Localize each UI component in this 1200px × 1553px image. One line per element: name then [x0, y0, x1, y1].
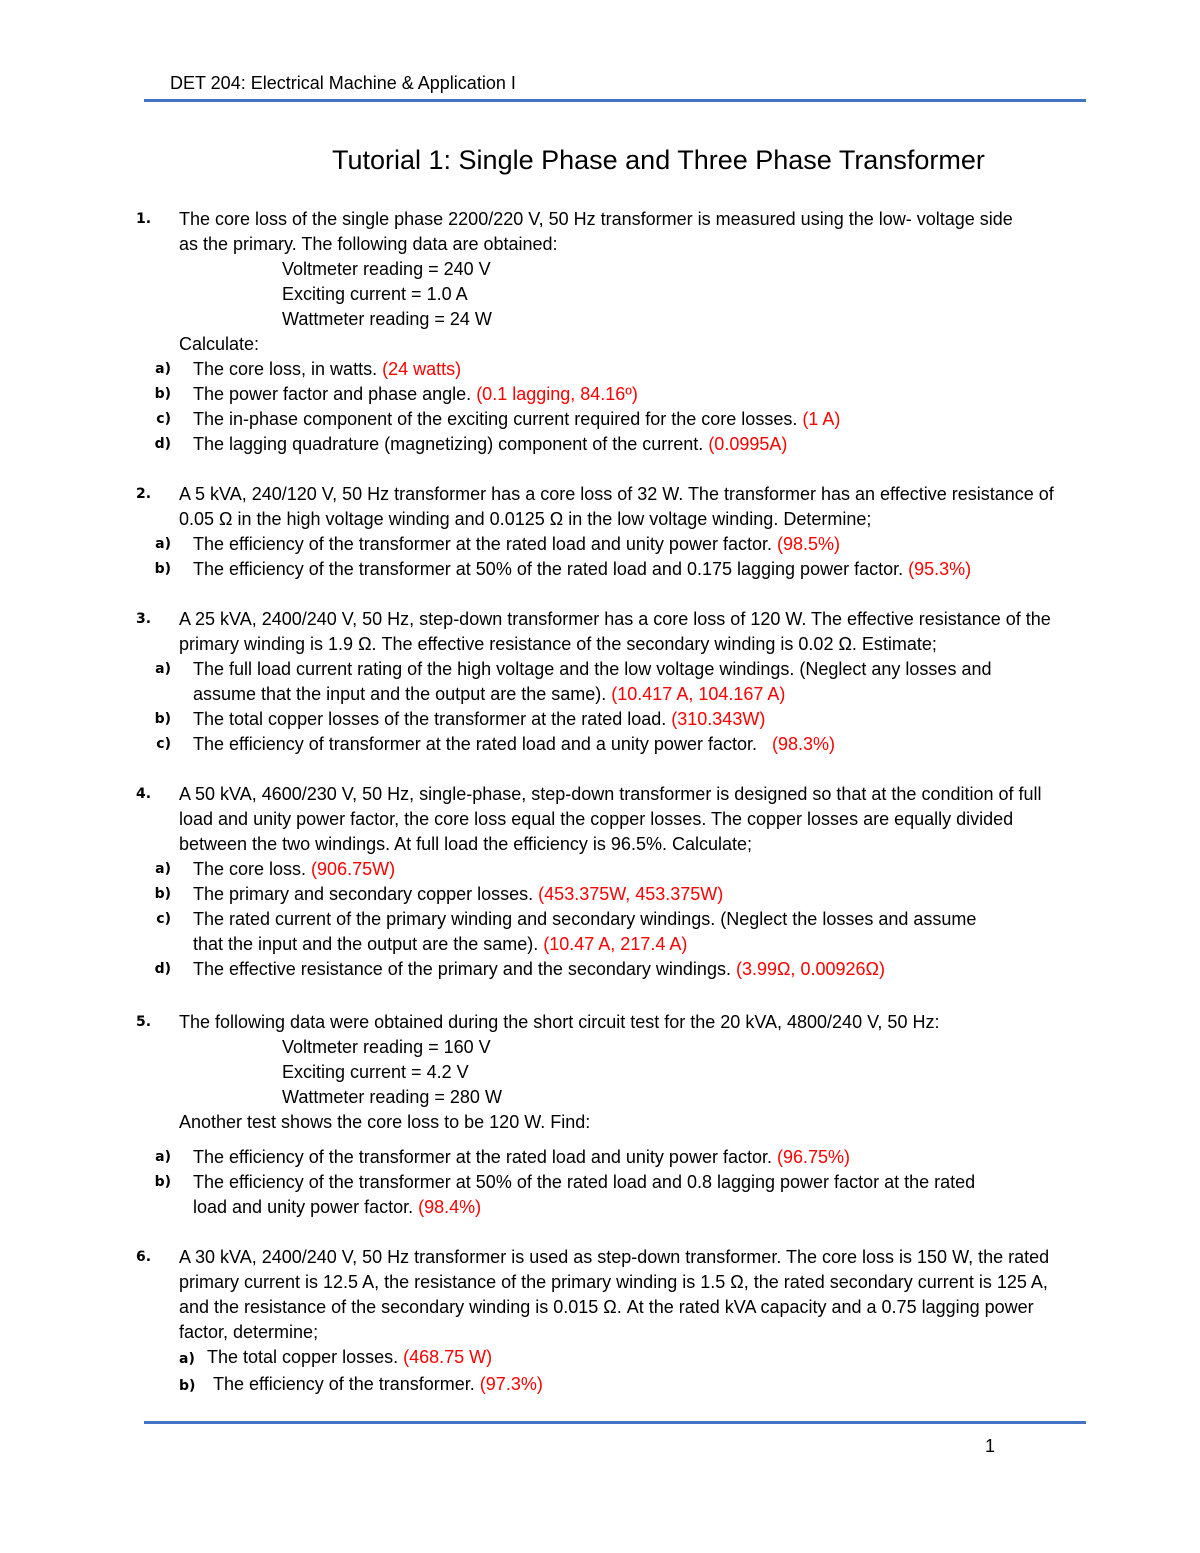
sub-question — [136, 1170, 1066, 1220]
answer: (98.4%) — [418, 1197, 482, 1217]
sub-letter: a) — [155, 661, 171, 677]
sub-letter: b) — [154, 711, 171, 727]
sub-text: The efficiency of the transformer at the rated load and unity power factor. — [193, 534, 777, 554]
question-5 — [136, 1010, 1066, 1110]
data-line: Wattmeter reading = 24 W — [282, 309, 492, 329]
sub-text: The total copper losses of the transformer at the rated load. — [193, 709, 672, 729]
sub-text: The efficiency of the transformer at the rated load and unity power factor. — [193, 1147, 777, 1167]
sub-letter: b) — [154, 561, 171, 577]
sub-text: The in-phase component of the exciting current required for the core losses. — [193, 409, 803, 429]
sub-question — [136, 1145, 1066, 1170]
sub-letter: a) — [155, 361, 171, 377]
sub-letter: b) — [154, 886, 171, 902]
answer: (906.75W) — [311, 859, 396, 879]
question-text: between the two windings. At full load the efficiency is 96.5%. Calculate; — [179, 834, 753, 854]
answer: (10.417 A, 104.167 A) — [611, 684, 786, 704]
sub-letter: c) — [156, 911, 171, 927]
question-3 — [136, 607, 1066, 657]
answer: (98.5%) — [777, 534, 841, 554]
sub-letter: d) — [154, 961, 171, 977]
answer: (468.75 W) — [403, 1347, 493, 1367]
question-number: 4. — [136, 786, 152, 802]
question-text: and the resistance of the secondary winding is 0.015 Ω. At the rated kVA capacity and a 0.75 lagging power — [179, 1297, 1034, 1317]
answer: (24 watts) — [382, 359, 462, 379]
question-text: primary current is 12.5 A, the resistance of the primary winding is 1.5 Ω, the rated secondary current is 125 A, — [179, 1272, 1048, 1292]
footer-rule — [144, 1421, 1086, 1424]
sub-text: The core loss, in watts. — [193, 359, 383, 379]
header-rule — [144, 99, 1086, 102]
sub-text: The core loss. — [193, 859, 312, 879]
sub-text: The efficiency of transformer at the rated load and a unity power factor. — [193, 734, 772, 754]
answer: (1 A) — [802, 409, 841, 429]
data-line: Voltmeter reading = 160 V — [282, 1037, 491, 1057]
course-header: DET 204: Electrical Machine & Application I — [170, 73, 516, 93]
sub-text: load and unity power factor. — [193, 1197, 419, 1217]
sub-question — [136, 407, 1066, 432]
sub-question — [136, 857, 1066, 882]
sub-text: The rated current of the primary winding and secondary windings. (Neglect the losses and assume — [193, 909, 977, 929]
answer: (0.0995A) — [708, 434, 788, 454]
sub-text: The efficiency of the transformer at 50% of the rated load and 0.175 lagging power factor. — [193, 559, 909, 579]
data-line: Wattmeter reading = 280 W — [282, 1087, 502, 1107]
question-text: The core loss of the single phase 2200/220 V, 50 Hz transformer is measured using the low- voltage side — [179, 209, 1013, 229]
sub-text: The effective resistance of the primary and the secondary windings. — [193, 959, 736, 979]
sub-letter: c) — [156, 736, 171, 752]
sub-question — [136, 957, 1066, 982]
question-2 — [136, 482, 1066, 532]
question-text: factor, determine; — [179, 1322, 319, 1342]
question-number: 5. — [136, 1014, 152, 1030]
question-text: load and unity power factor, the core loss equal the copper losses. The copper losses are equally divided — [179, 809, 1014, 829]
sub-text: The lagging quadrature (magnetizing) component of the current. — [193, 434, 709, 454]
sub-text: The full load current rating of the high voltage and the low voltage windings. (Neglect any losses and — [193, 659, 992, 679]
answer: (97.3%) — [479, 1374, 543, 1394]
question-number: 6. — [136, 1249, 152, 1265]
sub-question — [136, 557, 1066, 582]
question-6 — [136, 1245, 1066, 1399]
sub-text: that the input and the output are the same). — [193, 934, 544, 954]
answer: (98.3%) — [771, 734, 836, 754]
question-number: 2. — [136, 486, 152, 502]
question-text: 0.05 Ω in the high voltage winding and 0.0125 Ω in the low voltage winding. Determine; — [179, 509, 872, 529]
page-number: 1 — [985, 1436, 996, 1456]
lead-text: Another test shows the core loss to be 120 W. Find: — [179, 1112, 591, 1132]
question-text: A 50 kVA, 4600/230 V, 50 Hz, single-phase, step-down transformer is designed so that at the condition of full — [179, 784, 1042, 804]
sub-question — [136, 882, 1066, 907]
sub-question — [136, 907, 1066, 957]
page-title: Tutorial 1: Single Phase and Three Phase Transformer — [332, 145, 985, 175]
sub-letter: a) — [179, 1351, 195, 1367]
data-line: Exciting current = 1.0 A — [282, 284, 468, 304]
sub-text: The power factor and phase angle. — [193, 384, 477, 404]
sub-text: The total copper losses. — [207, 1347, 404, 1367]
answer: (95.3%) — [908, 559, 972, 579]
question-text: A 25 kVA, 2400/240 V, 50 Hz, step-down transformer has a core loss of 120 W. The effective resistance of the — [179, 609, 1051, 629]
sub-question — [136, 357, 1066, 382]
question-text: primary winding is 1.9 Ω. The effective resistance of the secondary winding is 0.02 Ω. Estimate; — [179, 634, 937, 654]
sub-text: The primary and secondary copper losses. — [193, 884, 539, 904]
question-number: 1. — [136, 211, 152, 227]
sub-text: assume that the input and the output are the same). — [193, 684, 612, 704]
question-text: A 5 kVA, 240/120 V, 50 Hz transformer has a core loss of 32 W. The transformer has an effective resistance of — [179, 484, 1054, 504]
data-line: Voltmeter reading = 240 V — [282, 259, 491, 279]
sub-letter: b) — [154, 386, 171, 402]
data-line: Exciting current = 4.2 V — [282, 1062, 469, 1082]
sub-question — [136, 532, 1066, 557]
answer: (10.47 A, 217.4 A) — [543, 934, 688, 954]
sub-question — [136, 382, 1066, 407]
sub-text: The efficiency of the transformer. — [213, 1374, 480, 1394]
question-list — [136, 207, 1066, 1399]
question-4 — [136, 782, 1066, 857]
answer: (96.75%) — [777, 1147, 851, 1167]
sub-letter: b) — [179, 1378, 196, 1394]
sub-question — [136, 707, 1066, 732]
question-text: as the primary. The following data are obtained: — [179, 234, 558, 254]
sub-text: The efficiency of the transformer at 50% of the rated load and 0.8 lagging power factor at the rated — [193, 1172, 976, 1192]
sub-letter: b) — [154, 1174, 171, 1190]
sub-question — [136, 432, 1066, 457]
answer: (3.99Ω, 0.00926Ω) — [735, 959, 885, 979]
sub-letter: a) — [155, 861, 171, 877]
answer: (453.375W, 453.375W) — [538, 884, 724, 904]
question-number: 3. — [136, 611, 152, 627]
answer: (0.1 lagging, 84.16º) — [476, 384, 638, 404]
sub-letter: c) — [156, 411, 171, 427]
sub-letter: d) — [154, 436, 171, 452]
sub-letter: a) — [155, 536, 171, 552]
sub-letter: a) — [155, 1149, 171, 1165]
answer: (310.343W) — [671, 709, 766, 729]
lead-text: Calculate: — [179, 334, 260, 354]
question-1 — [136, 207, 1066, 332]
sub-question — [136, 732, 1066, 757]
question-text: A 30 kVA, 2400/240 V, 50 Hz transformer is used as step-down transformer. The core loss is 150 W, the rated — [179, 1247, 1050, 1267]
sub-question — [136, 657, 1066, 707]
question-text: The following data were obtained during the short circuit test for the 20 kVA, 4800/240 V, 50 Hz: — [179, 1012, 940, 1032]
